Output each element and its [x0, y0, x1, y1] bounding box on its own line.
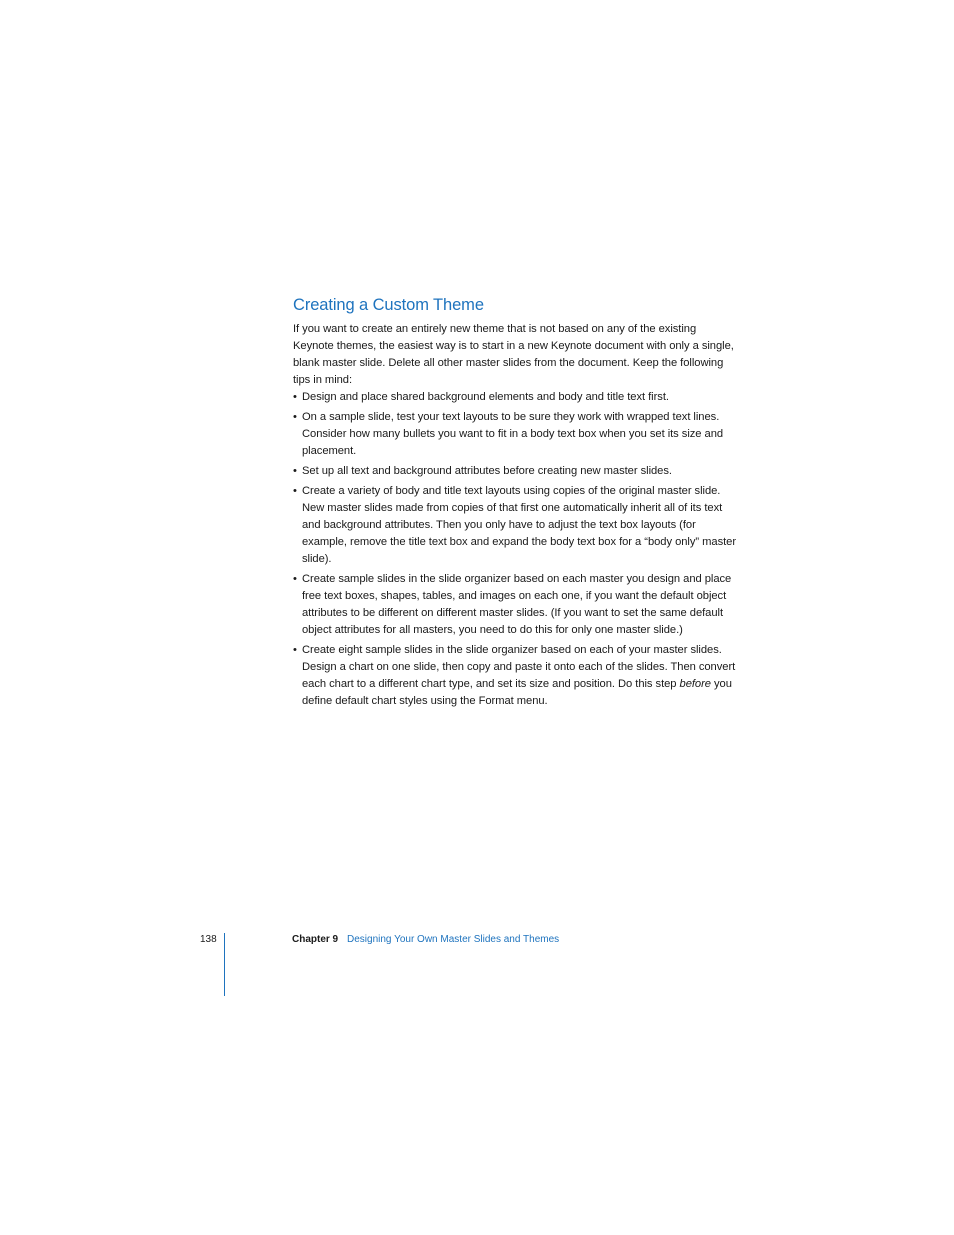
- bullet-icon: •: [293, 485, 297, 497]
- list-item: [293, 389, 738, 406]
- list-item-text: On a sample slide, test your text layouts to be sure they work with wrapped text lines. Consider how many bullets you want to fit in a body text box when you set its size and placement.: [302, 411, 724, 457]
- bullet-icon: •: [293, 573, 297, 585]
- emphasis-text: before: [679, 678, 711, 690]
- chapter-label: Chapter 9: [292, 934, 339, 945]
- main-content: [293, 294, 738, 710]
- bullet-icon: •: [293, 465, 297, 477]
- list-item-text-start: Create eight sample slides in the slide organizer based on each of your master slides. Design a chart on one slide, then copy and paste it onto each of the slides. Then convert each chart to a different chart type, and set its size and position. Do this step: [302, 644, 736, 690]
- list-item-text: [302, 644, 735, 707]
- page-number: 138: [200, 934, 217, 945]
- tips-list: [293, 389, 738, 710]
- list-item: [293, 483, 738, 568]
- list-item-text: Create sample slides in the slide organizer based on each master you design and place free text boxes, shapes, tables, and images on each one, if you want the default object attributes to be different on different master slides. (If you want to set the same default object attributes for all masters, you need to do this for only one master slide.): [302, 573, 732, 636]
- list-item: [293, 642, 738, 710]
- bullet-icon: •: [293, 644, 297, 656]
- footer-divider: [224, 933, 225, 996]
- bullet-icon: •: [293, 411, 297, 423]
- chapter-title: Designing Your Own Master Slides and Themes: [347, 934, 560, 945]
- list-item: [293, 571, 738, 639]
- page-footer: [0, 931, 954, 997]
- section-title: Creating a Custom Theme: [293, 296, 484, 314]
- bullet-icon: •: [293, 391, 297, 403]
- list-item-text: Create a variety of body and title text layouts using copies of the original master slide. New master slides made from copies of that first one automatically inherit all of its text and background attributes. Then you only have to adjust the text box layouts (for example, remove the title text box and expand the body text box for a “body only” master slide).: [302, 485, 737, 565]
- intro-paragraph: If you want to create an entirely new theme that is not based on any of the existing Keynote themes, the easiest way is to start in a new Keynote document with only a single, blank master slide. Delete all other master slides from the document. Keep the following tips in mind:: [293, 323, 734, 386]
- list-item-text-end: you define default chart styles using the Format menu.: [302, 678, 732, 707]
- list-item: [293, 463, 738, 480]
- list-item: [293, 409, 738, 460]
- list-item-text: Design and place shared background elements and body and title text first.: [302, 391, 669, 403]
- list-item-text: Set up all text and background attributes before creating new master slides.: [302, 465, 672, 477]
